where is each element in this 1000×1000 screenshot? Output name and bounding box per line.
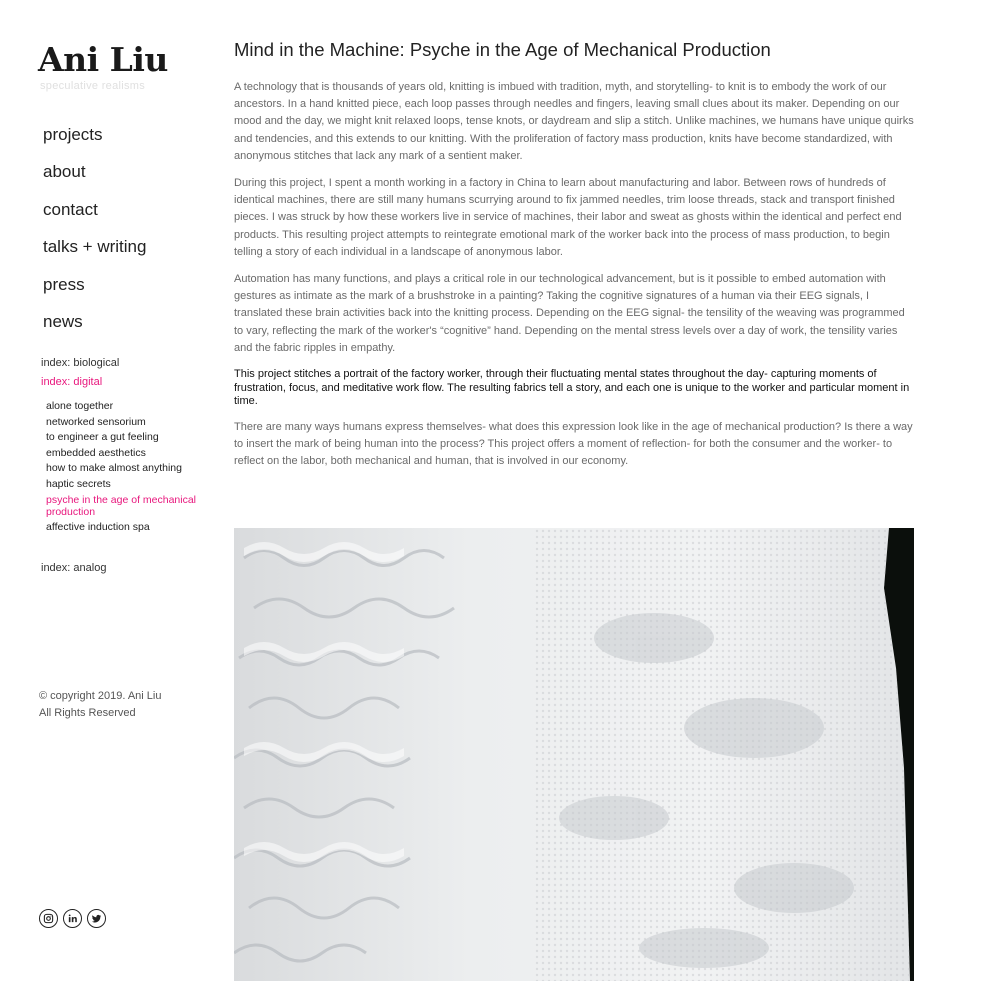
index-analog-link[interactable]: index: analog	[41, 562, 107, 574]
article-paragraph: A technology that is thousands of years old, knitting is imbued with tradition, myth, and storytelling- to knit is to embody the work of our ancestors. In a hand knitted piece, each loop passes through needles and fingers, leaving small clues about its maker. Depending on our mood and the day, we might knit relaxed loops, tense knots, or daydream and slip a stitch. Unlike machines, we humans have unique quirks and tendencies, and this extends to our knitting. With the proliferation of factory mass production, knits have become standardized, with anonymous stitches that lack any mark of a sentient maker.	[234, 81, 914, 162]
artwork-image	[234, 528, 914, 981]
site-logo[interactable]: Ani Liu	[38, 40, 168, 79]
nav-item-about[interactable]: about	[43, 162, 86, 182]
main-nav	[43, 122, 146, 346]
instagram-icon[interactable]	[39, 909, 58, 928]
project-link-gut-feeling[interactable]: to engineer a gut feeling	[46, 431, 159, 444]
social-links	[39, 909, 106, 928]
linkedin-icon[interactable]	[63, 909, 82, 928]
project-link-alone-together[interactable]: alone together	[46, 400, 114, 412]
project-link-embedded-aesthetics[interactable]: embedded aesthetics	[46, 446, 146, 459]
page-title: Mind in the Machine: Psyche in the Age of Mechanical Production	[234, 39, 771, 60]
project-link-make-almost-anything[interactable]: how to make almost anything	[46, 462, 182, 475]
article-paragraph: There are many ways humans express themselves- what does this expression look like in the age of mechanical production? Is there a way to insert the mark of being human into the process? This project offers a moment of reflection- for both the consumer and the worker- to reflect on the labor, both mechanical and human, that is involved in our economy.	[234, 420, 913, 468]
article-paragraph: Automation has many functions, and plays a critical role in our technological advancement, but is it possible to embed automation with gestures as intimate as the mark of a brushstroke in a painting? Taking the cognitive signatures of a human via their EEG signals, I translated these brain activities back into the knitting process. Depending on the EEG signal- the tensility of the weaving was programmed to vary, reflecting the mark of the worker's “cognitive” hand. Depending on the mental stress levels over a day of work, the tensility varies and the fabric ripples in empathy.	[234, 273, 905, 354]
highlight-paragraph: This project stitches a portrait of the factory worker, through their fluctuating mental states throughout the day- capturing moments of frustration, focus, and meditative work flow. The resulting fabrics tell a story, and each one is unique to the worker and particular moment in time.	[234, 368, 910, 408]
article	[234, 36, 914, 470]
index-biological-link[interactable]: index: biological	[41, 357, 120, 369]
digital-project-list	[46, 400, 196, 537]
copyright	[39, 688, 161, 722]
site-tagline: speculative realisms	[40, 80, 146, 92]
nav-item-projects[interactable]: projects	[43, 125, 103, 144]
project-link-networked-sensorium[interactable]: networked sensorium	[46, 415, 146, 428]
rights-line: All Rights Reserved	[39, 707, 136, 719]
project-link-psyche-mechanical-production[interactable]: psyche in the age of mechanical production	[46, 493, 197, 518]
nav-item-news[interactable]: news	[43, 311, 83, 331]
nav-item-talks-writing[interactable]: talks + writing	[43, 237, 147, 257]
project-link-haptic-secrets[interactable]: haptic secrets	[46, 477, 111, 490]
nav-item-contact[interactable]: contact	[43, 199, 98, 219]
index-digital-link[interactable]: index: digital	[41, 376, 103, 388]
project-link-affective-induction-spa[interactable]: affective induction spa	[46, 521, 150, 534]
article-paragraph: During this project, I spent a month working in a factory in China to learn about manufacturing and labor. Between rows of hundreds of identical machines, there are still many humans scurrying around to fix jammed needles, trim loose threads, stack and transport finished pieces. I was struck by how these workers live in service of machines, their labor and sweat as ghosts within the identical and perfect end products. This resulting project attempts to reintegrate emotional mark of the worker back into the process of mass production, to begin telling a story of each individual in a landscape of anonymous labor.	[234, 177, 902, 258]
sidebar	[0, 0, 200, 1000]
twitter-icon[interactable]	[87, 909, 106, 928]
copyright-line: © copyright 2019. Ani Liu	[39, 690, 162, 702]
nav-item-press[interactable]: press	[43, 274, 85, 294]
